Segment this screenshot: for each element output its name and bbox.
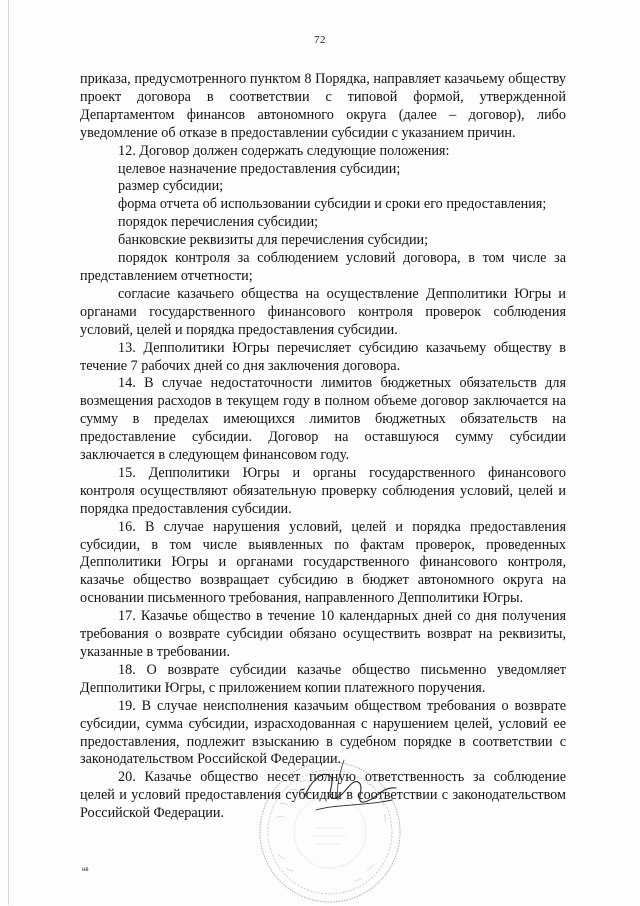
scan-edge-line (8, 0, 9, 905)
paragraph: 17. Казачье общество в течение 10 календарных дней со дня получения требования о возврате субсидии обязано осуществить возврат на реквизиты, указанные в требовании. (80, 608, 566, 660)
paragraph: 12. Договор должен содержать следующие положения: (118, 142, 450, 159)
paragraph: 20. Казачье общество несет полную ответственность за соблюдение целей и условий предоставления субсидии в соответствии с законодательством Российской Федерации. (80, 769, 566, 822)
paragraph: 13. Депполитики Югры перечисляет субсидию казачьему обществу в течение 7 рабочих дней со дня заключения договора. (80, 339, 566, 374)
page-number: 72 (314, 34, 326, 46)
paragraph: целевое назначение предоставления субсидии; (118, 160, 401, 177)
paragraph: 16. В случае нарушения условий, целей и порядка предоставления субсидии, в том числе выявленных по фактам проверок, проведенных Депполитики Югры и органами государственного финансового контроля, казачье общество возвращает субсидию в бюджет автономного округа на основании письменного требования, направленного Депполитики Югры. (80, 518, 566, 607)
paragraph: приказа, предусмотренного пунктом 8 Порядка, направляет казачьему обществу проект договора в соответствии с типовой формой, утвержденной Департаментом финансов автономного округа (далее – договор), либо уведомление об отказе в предоставлении субсидии с указанием причин. (80, 71, 566, 141)
paragraph: форма отчета об использовании субсидии и сроки его предоставления; (118, 196, 547, 213)
footer-initials: нв (82, 867, 89, 873)
paragraph: банковские реквизиты для перечисления субсидии; (118, 232, 429, 249)
paragraph: порядок перечисления субсидии; (118, 214, 319, 231)
paragraph: 19. В случае неисполнения казачьим обществом требования о возврате субсидии, сумма субсидии, израсходованная с нарушением целей, условий ее предоставления, подлежит взысканию в судебном порядке в соответствии с законодательством Российской Федерации. (80, 697, 566, 768)
paragraph: 14. В случае недостаточности лимитов бюджетных обязательств для возмещения расходов в текущем году в полном объеме договор заключается на сумму в пределах имеющихся лимитов бюджетных обязательств на предоставление субсидии. Договор на оставшуюся сумму субсидии заключается в следующем финансовом году. (80, 375, 566, 464)
document-body (80, 71, 566, 823)
paragraph: 15. Депполитики Югры и органы государственного финансового контроля осуществляют обязательную проверку соблюдения условий, целей и порядка предоставления субсидии. (80, 464, 566, 517)
paragraph: 18. О возврате субсидии казачье общество письменно уведомляет Депполитики Югры, с приложением копии платежного поручения. (80, 661, 566, 696)
paragraph: порядок контроля за соблюдением условий договора, в том числе за представлением отчетности; (80, 250, 566, 284)
paragraph: согласие казачьего общества на осуществление Депполитики Югры и органами государственного финансового контроля проверок соблюдения условий, целей и порядка предоставления субсидии. (80, 285, 566, 338)
paragraph: размер субсидии; (118, 178, 224, 195)
